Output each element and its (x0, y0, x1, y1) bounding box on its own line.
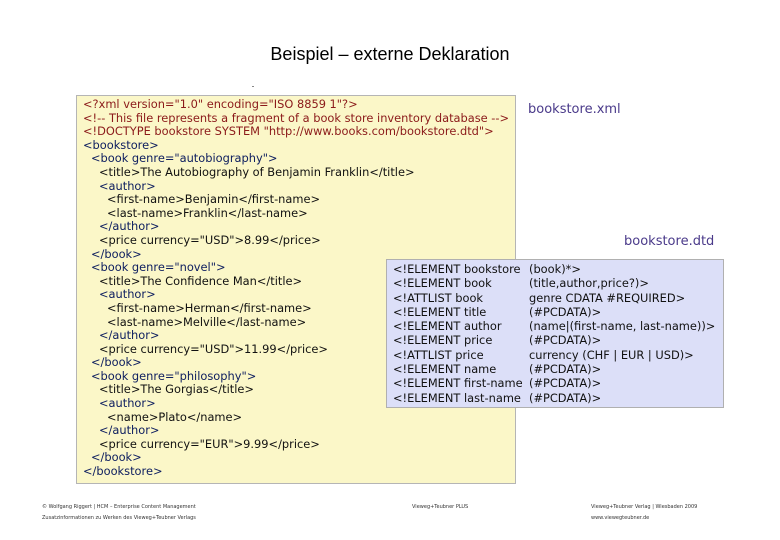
dtd-content-model: genre CDATA #REQUIRED> (529, 290, 686, 305)
dtd-line (393, 391, 723, 405)
dtd-declaration: <!ELEMENT first-name (393, 376, 523, 391)
dtd-line (393, 362, 723, 376)
divider-mark (252, 86, 254, 87)
dtd-content-model: (title,author,price?)> (529, 276, 649, 291)
dtd-content-model: (#PCDATA)> (529, 390, 602, 405)
dtd-line (393, 319, 723, 333)
footer-info: Zusatzinformationen zu Werken des Vieweg+Teubner Verlags (42, 515, 196, 521)
xml-line: <!DOCTYPE bookstore SYSTEM "http://www.books.com/bookstore.dtd"> (83, 124, 494, 139)
dtd-declaration: <!ATTLIST price (393, 347, 484, 362)
xml-line: </book> (91, 246, 142, 261)
xml-line: <price currency="USD">8.99</price> (99, 232, 321, 247)
xml-line: <bookstore> (83, 137, 159, 152)
dtd-content-model: currency (CHF | EUR | USD)> (529, 347, 694, 362)
xml-line: <author> (99, 287, 156, 302)
dtd-code-panel (386, 259, 724, 408)
dtd-declaration: <!ELEMENT last-name (393, 390, 521, 405)
dtd-content-model: (#PCDATA)> (529, 376, 602, 391)
dtd-content-model: (#PCDATA)> (529, 362, 602, 377)
xml-line: </author> (99, 328, 160, 343)
dtd-file-label: bookstore.dtd (624, 234, 715, 249)
xml-line: </author> (99, 423, 160, 438)
xml-line: <price currency="USD">11.99</price> (99, 341, 328, 356)
dtd-declaration: <!ELEMENT author (393, 319, 502, 334)
xml-line: <title>The Gorgias</title> (99, 382, 254, 397)
xml-line: <book genre="philosophy"> (91, 368, 257, 383)
xml-line: <first-name>Benjamin</first-name> (107, 192, 321, 207)
dtd-declaration: <!ELEMENT price (393, 333, 493, 348)
dtd-declaration: <!ELEMENT name (393, 362, 497, 377)
dtd-line (393, 276, 723, 290)
dtd-declaration: <!ELEMENT title (393, 304, 487, 319)
footer-copyright: © Wolfgang Riggert | HCM – Enterprise Content Management (42, 504, 196, 510)
xml-line: </book> (91, 450, 142, 465)
dtd-content-model: (#PCDATA)> (529, 333, 602, 348)
xml-line: <name>Plato</name> (107, 409, 243, 424)
dtd-line (393, 348, 723, 362)
xml-line: <!-- This file represents a fragment of a book store inventory database --> (83, 110, 510, 125)
dtd-line (393, 333, 723, 347)
xml-line: <author> (99, 396, 156, 411)
dtd-line (393, 291, 723, 305)
dtd-declaration: <!ELEMENT bookstore (393, 262, 521, 276)
xml-file-label: bookstore.xml (528, 102, 621, 117)
xml-line: <book genre="autobiography"> (91, 151, 278, 166)
xml-line: </author> (99, 219, 160, 234)
dtd-content-model: (book)*> (529, 262, 581, 276)
dtd-line (393, 262, 723, 276)
xml-line: <book genre="novel"> (91, 260, 226, 275)
dtd-content-model: (name|(first-name, last-name))> (529, 319, 716, 334)
footer-plus: Vieweg+Teubner PLUS (412, 504, 469, 510)
dtd-declaration: <!ATTLIST book (393, 290, 484, 305)
slide-title: Beispiel – externe Deklaration (270, 44, 510, 64)
xml-line: </bookstore> (83, 464, 163, 479)
dtd-line (393, 376, 723, 390)
footer-website: www.viewegteubner.de (591, 515, 650, 521)
xml-line: <first-name>Herman</first-name> (107, 300, 312, 315)
xml-line: <last-name>Franklin</last-name> (107, 205, 308, 220)
dtd-content-model: (#PCDATA)> (529, 304, 602, 319)
dtd-line (393, 305, 723, 319)
dtd-code-lines (393, 262, 723, 405)
xml-line: </book> (91, 355, 142, 370)
dtd-declaration: <!ELEMENT book (393, 276, 492, 291)
xml-line: <title>The Confidence Man</title> (99, 273, 303, 288)
xml-line: <author> (99, 178, 156, 193)
xml-line: <?xml version="1.0" encoding="ISO 8859 1"?> (83, 97, 358, 111)
xml-line: <price currency="EUR">9.99</price> (99, 436, 320, 451)
footer-publisher: Vieweg+Teubner Verlag | Wiesbaden 2009 (591, 504, 698, 510)
xml-line: <title>The Autobiography of Benjamin Franklin</title> (99, 164, 415, 179)
xml-line: <last-name>Melville</last-name> (107, 314, 307, 329)
